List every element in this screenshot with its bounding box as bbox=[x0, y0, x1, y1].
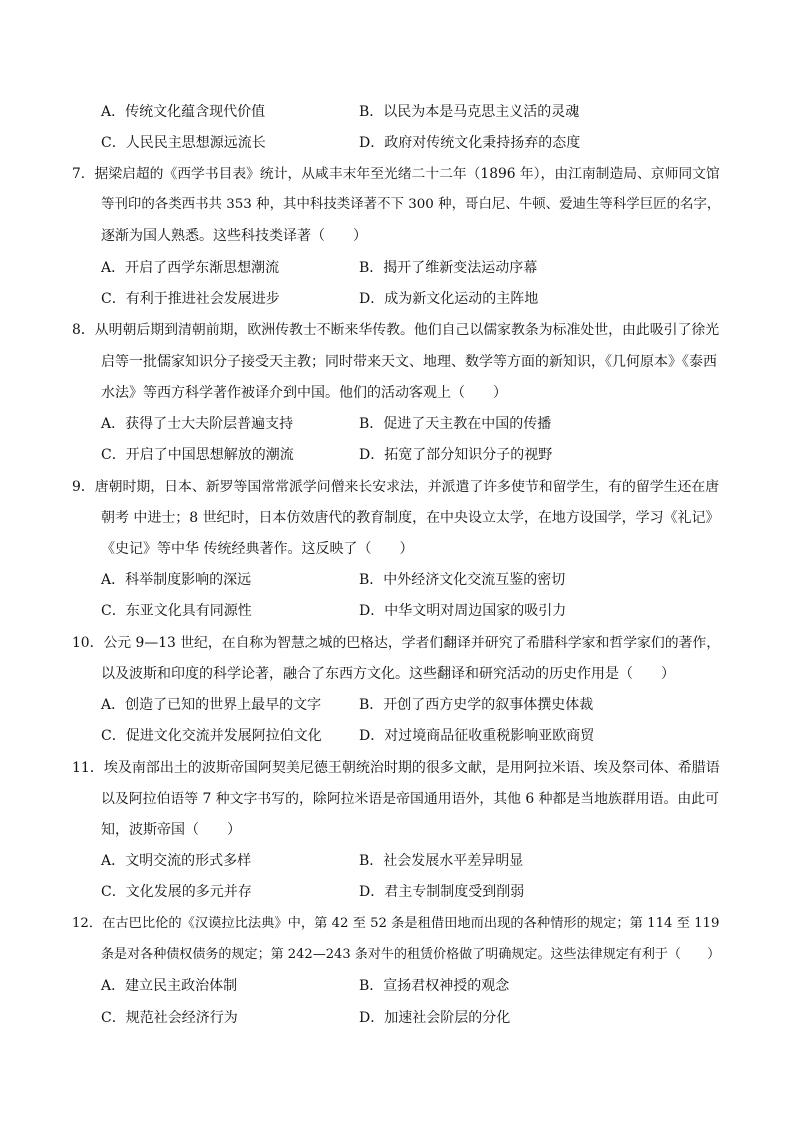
option-c: C．文化发展的多元并存 bbox=[101, 884, 252, 900]
question-text: 10．公元 9—13 世纪，在自称为智慧之城的巴格达，学者们翻译并研究了希腊科学家和哲学家们的著作， bbox=[72, 635, 721, 651]
option-c: C．促进文化交流并发展阿拉伯文化 bbox=[101, 728, 322, 744]
option-a: A．获得了士大夫阶层普遍支持 bbox=[101, 416, 294, 432]
question-text: 11．埃及南部出土的波斯帝国阿契美尼德王朝统治时期的很多文献，是用阿拉米语、埃及祭司体、希腊语 bbox=[72, 760, 720, 776]
option-d: D．加速社会阶层的分化 bbox=[359, 1010, 511, 1026]
option-a: A．传统文化蕴含现代价值 bbox=[101, 104, 266, 120]
option-d: D．君主专制制度受到削弱 bbox=[359, 884, 525, 900]
option-b: B．以民为本是马克思主义活的灵魂 bbox=[359, 104, 580, 120]
question-text: 水法》等西方科学著作被译介到中国。他们的活动客观上（ ） bbox=[101, 385, 507, 401]
question-text: 以及波斯和印度的科学论著，融合了东西方文化。这些翻译和研究活动的历史作用是（ ） bbox=[101, 666, 675, 682]
option-b: B．社会发展水平差异明显 bbox=[359, 853, 524, 869]
question-text: 以及阿拉伯语等 7 种文字书写的，除阿拉米语是帝国通用语外，其他 6 种都是当地族群用语。由此可 bbox=[101, 791, 720, 807]
option-a: A．开启了西学东渐思想潮流 bbox=[101, 260, 280, 276]
option-b: B．揭开了维新变法运动序幕 bbox=[359, 260, 538, 276]
option-c: C．开启了中国思想解放的潮流 bbox=[101, 447, 294, 463]
question-text: 知，波斯帝国（ ） bbox=[101, 822, 241, 838]
option-a: A．文明交流的形式多样 bbox=[101, 853, 252, 869]
question-text: 朝考 中进士；8 世纪时，日本仿效唐代的教育制度，在中央设立太学，在地方设国学，学习《礼记》 bbox=[101, 510, 720, 526]
option-c: C．有利于推进社会发展进步 bbox=[101, 291, 280, 307]
option-b: B．中外经济文化交流互鉴的密切 bbox=[359, 572, 566, 588]
question-text: 《史记》等中华 传统经典著作。这反映了（ ） bbox=[101, 541, 414, 557]
option-b: B．开创了西方史学的叙事体撰史体裁 bbox=[359, 697, 594, 713]
option-a: A．创造了已知的世界上最早的文字 bbox=[101, 697, 322, 713]
option-c: C．东亚文化具有同源性 bbox=[101, 603, 252, 619]
question-text: 等刊印的各类西书共 353 种，其中科技类译著不下 300 种，哥白尼、牛顿、爱迪生等科学巨匠的名字， bbox=[101, 197, 721, 212]
option-c: C．人民民主思想源远流长 bbox=[101, 135, 266, 151]
option-a: A．科举制度影响的深远 bbox=[101, 572, 252, 588]
option-c: C．规范社会经济行为 bbox=[101, 1010, 238, 1026]
question-text: 7．据梁启超的《西学书目表》统计，从咸丰末年至光绪二十二年（1896 年），由江南制造局、京师同文馆 bbox=[72, 166, 720, 182]
question-text: 逐渐为国人熟悉。这些科技类译著（ ） bbox=[101, 228, 367, 244]
option-d: D．拓宽了部分知识分子的视野 bbox=[359, 447, 553, 463]
option-d: D．对过境商品征收重税影响亚欧商贸 bbox=[359, 728, 595, 744]
question-text: 9．唐朝时期，日本、新罗等国常常派学问僧来长安求法，并派遣了许多使节和留学生，有的留学生还在唐 bbox=[72, 479, 720, 495]
question-text: 8．从明朝后期到清朝前期，欧洲传教士不断来华传教。他们自己以儒家教条为标准处世，由此吸引了徐光 bbox=[72, 322, 720, 338]
question-text: 启等一批儒家知识分子接受天主教；同时带来天文、地理、数学等方面的新知识，《几何原本》《泰西 bbox=[101, 354, 717, 370]
option-b: B．宣扬君权神授的观念 bbox=[359, 978, 510, 994]
option-b: B．促进了天主教在中国的传播 bbox=[359, 416, 552, 432]
option-d: D．政府对传统文化秉持扬弃的态度 bbox=[359, 135, 581, 151]
option-a: A．建立民主政治体制 bbox=[101, 978, 238, 994]
question-text: 条是对各种债权债务的规定；第 242—243 条对牛的租赁价格做了明确规定。这些法律规定有利于（ ） bbox=[101, 947, 721, 962]
question-text: 12．在古巴比伦的《汉谟拉比法典》中，第 42 至 52 条是租借田地而出现的各种情形的规定；第 114 至 119 bbox=[72, 916, 720, 931]
option-d: D．中华文明对周边国家的吸引力 bbox=[359, 603, 567, 619]
option-d: D．成为新文化运动的主阵地 bbox=[359, 291, 539, 307]
